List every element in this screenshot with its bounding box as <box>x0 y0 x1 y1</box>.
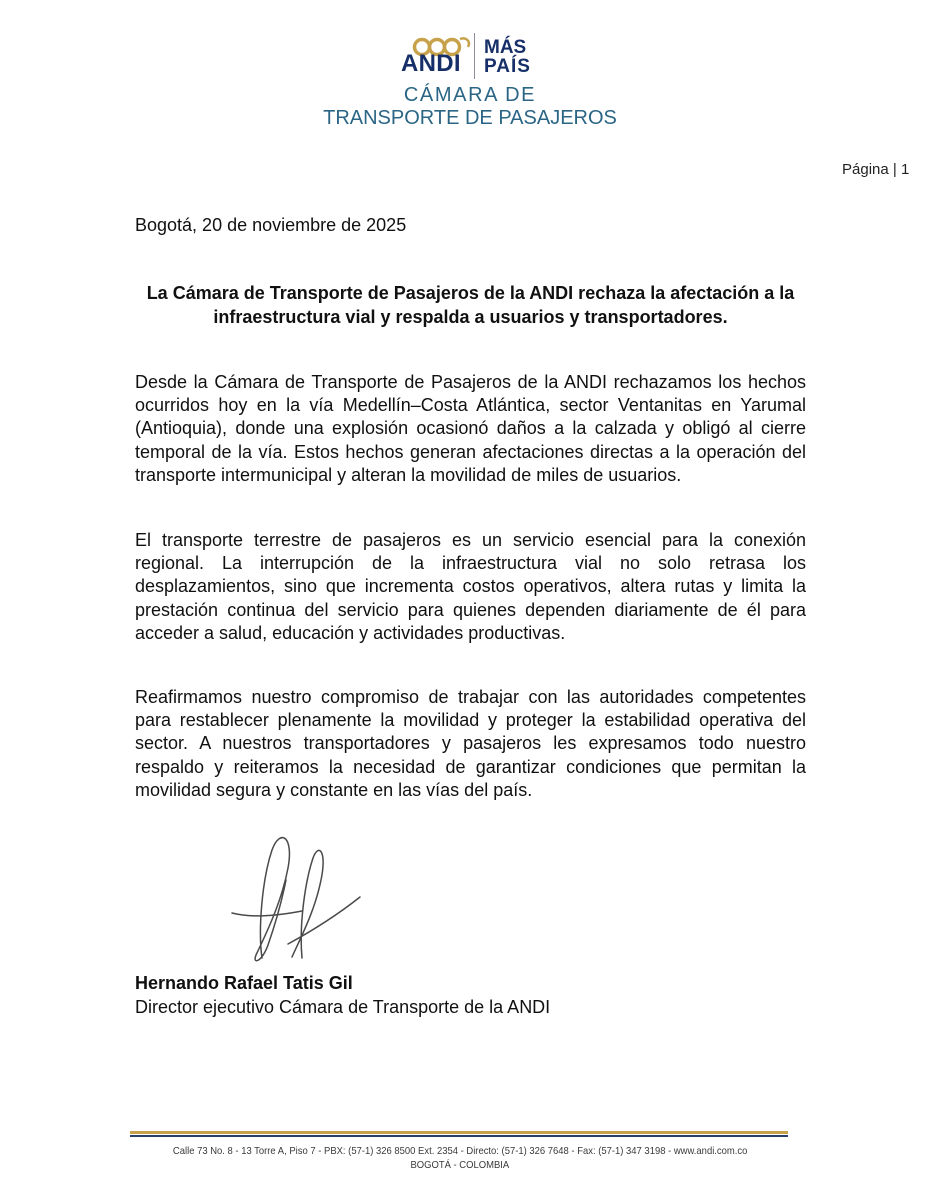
footer-city-text: BOGOTÁ - COLOMBIA <box>410 1159 510 1171</box>
letter-date: Bogotá, 20 de noviembre de 2025 <box>135 215 407 235</box>
paragraph-line: (Antioquia), donde una explosión ocasionó daños a la calzada y obligó al cierre <box>135 418 806 439</box>
paragraph-line: desplazamientos, sino que incrementa costos operativos, altera rutas y limita la <box>135 576 806 597</box>
paragraph-3 <box>135 686 806 802</box>
footer-rule-navy <box>130 1135 788 1137</box>
chamber-name-line1: CÁMARA DE <box>403 84 537 106</box>
paragraph-line: movilidad segura y constante en las vías del país. <box>135 779 533 800</box>
logo-andi-text: ANDI <box>401 50 461 77</box>
paragraph-2 <box>135 529 806 645</box>
paragraph-line: temporal de la vía. Estos hechos generan afectaciones directas a la operación del <box>135 441 806 462</box>
paragraph-line: transporte intermunicipal y alteran la movilidad de miles de usuarios. <box>135 464 682 485</box>
logo-mas-text: MÁS <box>484 37 527 58</box>
paragraph-line: regional. La interrupción de la infraestructura vial no solo retrasa los <box>135 553 806 574</box>
footer-city <box>130 1158 790 1172</box>
signatory-name: Hernando Rafael Tatis Gil <box>135 973 353 993</box>
title-line: infraestructura vial y respalda a usuarios y transportadores. <box>213 307 728 327</box>
paragraph-line: prestación continua del servicio para quienes dependen diariamente de él para <box>135 599 806 620</box>
paragraph-line: ocurridos hoy en la vía Medellín–Costa Atlántica, sector Ventanitas en Yarumal <box>135 395 806 416</box>
logo-divider <box>474 33 475 79</box>
paragraph-1 <box>135 371 806 487</box>
signature <box>225 825 370 970</box>
paragraph-line: acceder a salud, educación y actividades productivas. <box>135 622 566 643</box>
title-line: La Cámara de Transporte de Pasajeros de la ANDI rechaza la afectación a la <box>146 283 795 303</box>
paragraph-line: Desde la Cámara de Transporte de Pasajeros de la ANDI rechazamos los hechos <box>135 372 806 392</box>
footer-address-text: Calle 73 No. 8 - 13 Torre A, Piso 7 - PBX: (57-1) 326 8500 Ext. 2354 - Directo: (57-1) 326 7648 - Fax: (57-1) 347 3198 - www.andi.com.co <box>172 1145 748 1157</box>
chamber-name-line2: TRANSPORTE DE PASAJEROS <box>323 107 617 129</box>
paragraph-line: para restablecer plenamente la movilidad y proteger la estabilidad operativa del <box>135 710 806 731</box>
paragraph-line: El transporte terrestre de pasajeros es un servicio esencial para la conexión <box>135 530 806 550</box>
letter-title <box>135 281 806 329</box>
paragraph-line: sector. A nuestros transportadores y pasajeros les expresamos todo nuestro <box>135 733 806 754</box>
footer-address <box>130 1144 790 1158</box>
footer-rule-gold <box>130 1131 788 1134</box>
page-number: Página | 1 <box>842 161 910 178</box>
signatory-role: Director ejecutivo Cámara de Transporte de la ANDI <box>135 997 551 1017</box>
logo-pais-text: PAÍS <box>484 56 531 77</box>
paragraph-line: Reafirmamos nuestro compromiso de trabajar con las autoridades competentes <box>135 687 806 707</box>
paragraph-line: respaldo y reiteramos la necesidad de garantizar condiciones que permitan la <box>135 756 806 777</box>
